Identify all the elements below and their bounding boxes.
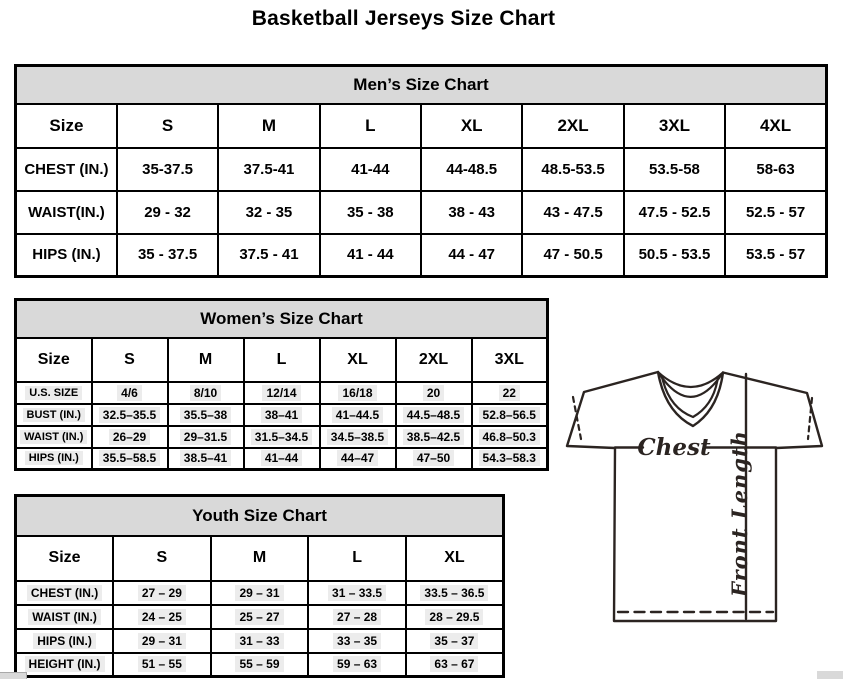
row-label-cell — [16, 148, 117, 191]
cell-text: 29 - 32 — [144, 203, 191, 221]
row-label-cell — [16, 191, 117, 234]
size-value-cell — [406, 653, 504, 677]
cell-text: 3XL — [494, 350, 524, 368]
cell-text: 48.5-53.5 — [541, 160, 605, 178]
cell-text: 44.5–48.5 — [403, 407, 464, 423]
size-value-cell — [624, 191, 725, 234]
cell-text: 54.3–58.3 — [479, 450, 540, 466]
cell-text: S — [161, 115, 174, 135]
cell-text: 52.8–56.5 — [479, 407, 540, 423]
size-value-cell — [320, 426, 396, 448]
cell-text: 31 – 33.5 — [328, 585, 386, 601]
size-value-cell — [113, 536, 211, 581]
size-value-cell — [244, 448, 320, 470]
cell-text: XL — [444, 549, 465, 566]
cell-text: 52.5 - 57 — [745, 203, 806, 221]
cell-text: L — [365, 115, 376, 135]
chest-label: Chest — [637, 434, 711, 461]
size-value-cell — [522, 148, 623, 191]
size-value-cell — [396, 404, 472, 426]
size-value-cell — [472, 382, 548, 404]
row-label-cell — [16, 629, 114, 653]
cell-text: 41 - 44 — [346, 246, 394, 264]
size-value-cell — [168, 404, 244, 426]
cell-text: HIPS (IN.) — [33, 633, 96, 649]
size-value-cell — [168, 338, 244, 382]
size-value-cell — [725, 191, 826, 234]
size-value-cell — [320, 234, 421, 277]
size-header-row — [16, 104, 827, 148]
size-value-cell — [308, 581, 406, 605]
size-value-cell — [308, 605, 406, 629]
row-label-cell — [16, 581, 114, 605]
size-value-cell — [117, 234, 218, 277]
size-value-cell — [421, 148, 522, 191]
cell-text: M — [198, 350, 213, 368]
size-value-cell — [320, 382, 396, 404]
size-value-cell — [624, 148, 725, 191]
size-value-cell — [396, 382, 472, 404]
table-header-row — [16, 300, 548, 338]
cell-text: 8/10 — [190, 385, 221, 401]
cell-text: S — [124, 350, 135, 368]
size-value-cell — [218, 234, 319, 277]
cell-text: 53.5 - 57 — [745, 246, 806, 264]
measurement-row — [16, 581, 504, 605]
cell-text: HEIGHT (IN.) — [25, 656, 105, 672]
measurement-row — [16, 148, 827, 191]
cell-text: WAIST (IN.) — [20, 430, 87, 444]
cell-text: 41–44 — [261, 450, 302, 466]
size-value-cell — [168, 382, 244, 404]
row-label-cell — [16, 426, 92, 448]
size-value-cell — [92, 448, 168, 470]
cell-text: 35 - 37.5 — [137, 246, 198, 264]
table-header-row — [16, 66, 827, 104]
size-value-cell — [92, 382, 168, 404]
cell-text: S — [156, 549, 168, 566]
cell-text: 41-44 — [351, 160, 390, 178]
size-value-cell — [113, 629, 211, 653]
cell-text: 2XL — [557, 115, 589, 135]
cell-text: 32 - 35 — [245, 203, 293, 221]
cell-text: 47.5 - 52.5 — [638, 203, 711, 221]
size-value-cell — [396, 426, 472, 448]
size-value-cell — [406, 581, 504, 605]
row-label-cell — [16, 536, 114, 581]
size-value-cell — [211, 536, 309, 581]
cell-text: 35 – 37 — [430, 633, 478, 649]
row-label-cell — [16, 653, 114, 677]
cell-text: 35.5–38 — [180, 407, 231, 423]
cell-text: 12/14 — [262, 385, 300, 401]
size-value-cell — [725, 234, 826, 277]
cell-text: 3XL — [658, 115, 691, 135]
size-value-cell — [522, 104, 623, 148]
youth-size-table — [14, 494, 505, 678]
size-value-cell — [218, 191, 319, 234]
cell-text: CHEST (IN.) — [27, 585, 102, 601]
row-label-cell — [16, 605, 114, 629]
cell-text: XL — [347, 350, 368, 368]
size-value-cell — [218, 104, 319, 148]
measurement-row — [16, 448, 548, 470]
size-value-cell — [308, 653, 406, 677]
measurement-row — [16, 605, 504, 629]
cell-text: 37.5-41 — [243, 160, 295, 178]
measurement-row — [16, 426, 548, 448]
table-header-row — [16, 496, 504, 536]
cell-text: M — [261, 115, 277, 135]
cell-text: 29–31.5 — [180, 429, 231, 445]
womens-size-table — [14, 298, 549, 471]
cell-text: 25 – 27 — [235, 609, 283, 625]
size-value-cell — [725, 104, 826, 148]
cell-text: 43 - 47.5 — [543, 203, 603, 221]
size-value-cell — [320, 404, 396, 426]
cell-text: Size — [49, 115, 84, 135]
cell-text: 37.5 - 41 — [239, 246, 299, 264]
row-label-cell — [16, 338, 92, 382]
cell-text: 31 – 33 — [235, 633, 283, 649]
page-title: Basketball Jerseys Size Chart — [251, 7, 556, 30]
cell-text: 27 – 28 — [333, 609, 381, 625]
size-value-cell — [211, 605, 309, 629]
size-value-cell — [117, 191, 218, 234]
size-value-cell — [320, 191, 421, 234]
cell-text: 32.5–35.5 — [99, 407, 160, 423]
size-value-cell — [406, 536, 504, 581]
size-value-cell — [396, 338, 472, 382]
size-value-cell — [308, 536, 406, 581]
cell-text: 4/6 — [117, 385, 142, 401]
cell-text: WAIST(IN.) — [28, 203, 105, 221]
size-value-cell — [92, 404, 168, 426]
cell-text: 31.5–34.5 — [251, 429, 312, 445]
cell-text: 50.5 - 53.5 — [638, 246, 711, 264]
cell-text: 38.5–41 — [180, 450, 231, 466]
jersey-measurement-diagram — [555, 360, 840, 628]
cell-text: HIPS (IN.) — [32, 246, 101, 264]
womens-table-title: Women’s Size Chart — [16, 300, 548, 338]
mens-table-title: Men’s Size Chart — [16, 66, 827, 104]
cell-text: 38 - 43 — [448, 203, 496, 221]
scrollbar-fragment-left — [0, 672, 27, 679]
cell-text: 38–41 — [261, 407, 302, 423]
size-value-cell — [113, 581, 211, 605]
cell-text: 38.5–42.5 — [403, 429, 464, 445]
measurement-row — [16, 629, 504, 653]
size-value-cell — [320, 104, 421, 148]
size-value-cell — [472, 404, 548, 426]
size-value-cell — [522, 234, 623, 277]
cell-text: 26–29 — [109, 429, 150, 445]
cell-text: 29 – 31 — [138, 633, 186, 649]
cell-text: 51 – 55 — [138, 656, 186, 672]
cell-text: 41–44.5 — [332, 407, 383, 423]
cell-text: 44–47 — [337, 450, 378, 466]
cell-text: 33 – 35 — [333, 633, 381, 649]
cell-text: WAIST (IN.) — [28, 609, 101, 625]
measurement-row — [16, 653, 504, 677]
size-value-cell — [211, 629, 309, 653]
size-value-cell — [117, 104, 218, 148]
cell-text: 46.8–50.3 — [479, 429, 540, 445]
front-length-label: Front Length — [727, 430, 752, 597]
cell-text: BUST (IN.) — [23, 408, 85, 422]
measurement-row — [16, 382, 548, 404]
size-value-cell — [406, 605, 504, 629]
cell-text: CHEST (IN.) — [24, 160, 109, 178]
scrollbar-fragment-right — [817, 671, 843, 679]
size-value-cell — [624, 234, 725, 277]
size-value-cell — [406, 629, 504, 653]
cell-text: 16/18 — [338, 385, 376, 401]
size-value-cell — [92, 338, 168, 382]
cell-text: 35.5–58.5 — [99, 450, 160, 466]
size-value-cell — [421, 191, 522, 234]
size-value-cell — [320, 148, 421, 191]
size-value-cell — [421, 104, 522, 148]
cell-text: 53.5-58 — [649, 160, 700, 178]
size-header-row — [16, 338, 548, 382]
size-value-cell — [421, 234, 522, 277]
cell-text: 4XL — [759, 115, 792, 135]
size-value-cell — [725, 148, 826, 191]
cell-text: 24 – 25 — [138, 609, 186, 625]
measurement-row — [16, 191, 827, 234]
row-label-cell — [16, 448, 92, 470]
cell-text: U.S. SIZE — [25, 386, 82, 400]
row-label-cell — [16, 234, 117, 277]
jersey-outline-shape — [567, 372, 822, 621]
size-value-cell — [244, 404, 320, 426]
size-value-cell — [113, 653, 211, 677]
size-value-cell — [211, 581, 309, 605]
row-label-cell — [16, 404, 92, 426]
youth-table-title: Youth Size Chart — [16, 496, 504, 536]
cell-text: Size — [37, 350, 70, 368]
size-value-cell — [624, 104, 725, 148]
cell-text: L — [352, 549, 362, 566]
size-value-cell — [308, 629, 406, 653]
size-value-cell — [117, 148, 218, 191]
cell-text: 35-37.5 — [142, 160, 193, 178]
cell-text: 47–50 — [413, 450, 454, 466]
cell-text: HIPS (IN.) — [25, 451, 83, 465]
size-value-cell — [472, 426, 548, 448]
size-value-cell — [211, 653, 309, 677]
cell-text: 63 – 67 — [430, 656, 478, 672]
cell-text: XL — [460, 115, 483, 135]
measurement-row — [16, 404, 548, 426]
size-value-cell — [244, 382, 320, 404]
cell-text: 58-63 — [756, 160, 795, 178]
measurement-row — [16, 234, 827, 277]
size-value-cell — [522, 191, 623, 234]
cell-text: 33.5 – 36.5 — [420, 585, 488, 601]
size-value-cell — [396, 448, 472, 470]
cell-text: 47 - 50.5 — [543, 246, 603, 264]
cell-text: 22 — [499, 385, 520, 401]
size-value-cell — [168, 426, 244, 448]
size-header-row — [16, 536, 504, 581]
mens-size-table — [14, 64, 828, 278]
size-value-cell — [113, 605, 211, 629]
cell-text: M — [252, 549, 267, 566]
size-value-cell — [320, 338, 396, 382]
cell-text: 28 – 29.5 — [425, 609, 483, 625]
size-value-cell — [168, 448, 244, 470]
size-value-cell — [244, 426, 320, 448]
cell-text: 34.5–38.5 — [327, 429, 388, 445]
cell-text: 59 – 63 — [333, 656, 381, 672]
row-label-cell — [16, 104, 117, 148]
size-value-cell — [472, 338, 548, 382]
cell-text: Size — [48, 549, 81, 566]
size-value-cell — [244, 338, 320, 382]
size-value-cell — [92, 426, 168, 448]
row-label-cell — [16, 382, 92, 404]
size-value-cell — [472, 448, 548, 470]
cell-text: 29 – 31 — [235, 585, 283, 601]
cell-text: 55 – 59 — [235, 656, 283, 672]
cell-text: L — [276, 350, 287, 368]
cell-text: 2XL — [418, 350, 449, 368]
cell-text: 20 — [423, 385, 444, 401]
cell-text: 44 - 47 — [448, 246, 496, 264]
cell-text: 35 - 38 — [346, 203, 394, 221]
size-value-cell — [218, 148, 319, 191]
size-value-cell — [320, 448, 396, 470]
cell-text: 44-48.5 — [446, 160, 498, 178]
cell-text: 27 – 29 — [138, 585, 186, 601]
